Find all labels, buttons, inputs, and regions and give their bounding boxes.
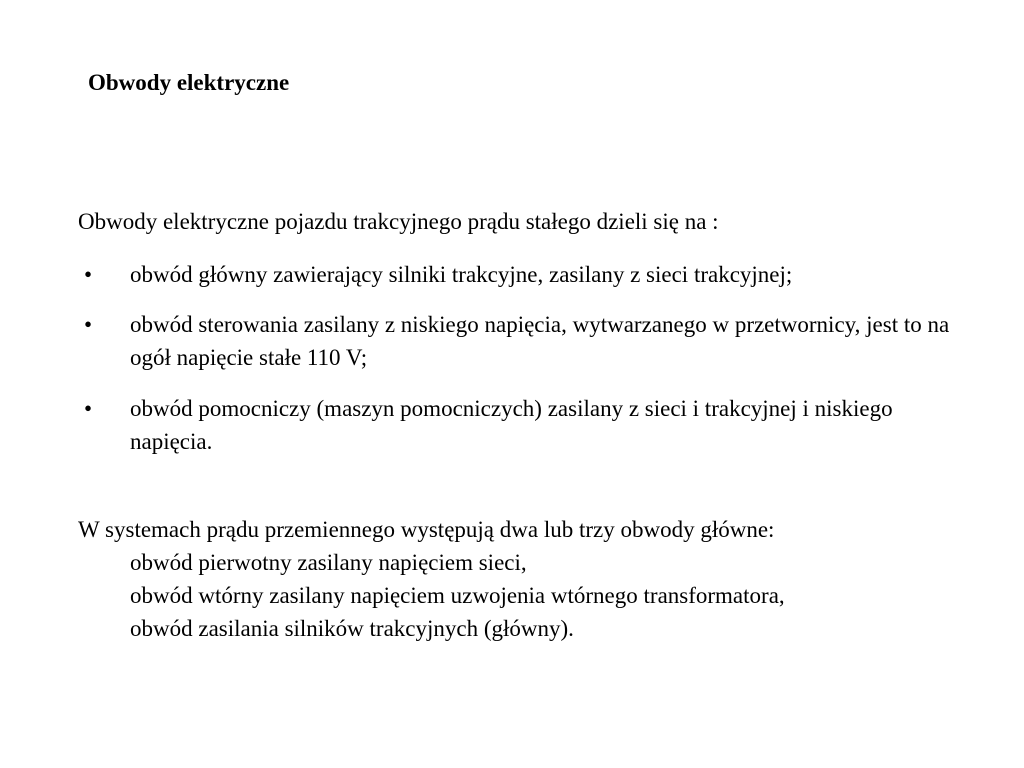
bullet-icon: • bbox=[84, 262, 93, 287]
bullet-text: obwód sterowania zasilany z niskiego napięcia, wytwarzanego w przetwornicy, jest to na ogół napięcie stałe 110 V; bbox=[130, 312, 950, 370]
bullet-icon: • bbox=[84, 312, 93, 337]
slide-title: Obwody elektryczne bbox=[88, 70, 290, 95]
bullet-item bbox=[78, 308, 998, 374]
bullet-text: obwód pomocniczy (maszyn pomocniczych) zasilany z sieci i trakcyjnej i niskiego napięcia. bbox=[130, 396, 893, 454]
ac-systems-section bbox=[78, 513, 998, 645]
ac-section-line: obwód pierwotny zasilany napięciem sieci, bbox=[130, 550, 527, 575]
ac-section-line: obwód wtórny zasilany napięciem uzwojenia wtórnego transformatora, bbox=[130, 583, 785, 608]
bullet-item bbox=[78, 392, 998, 458]
ac-section-line: obwód zasilania silników trakcyjnych (główny). bbox=[130, 616, 574, 641]
intro-paragraph: Obwody elektryczne pojazdu trakcyjnego prądu stałego dzieli się na : bbox=[78, 209, 719, 234]
bullet-item bbox=[78, 258, 998, 291]
bullet-icon: • bbox=[84, 396, 93, 421]
ac-section-heading: W systemach prądu przemiennego występują dwa lub trzy obwody główne: bbox=[78, 517, 775, 542]
bullet-text: obwód główny zawierający silniki trakcyjne, zasilany z sieci trakcyjnej; bbox=[130, 262, 793, 287]
